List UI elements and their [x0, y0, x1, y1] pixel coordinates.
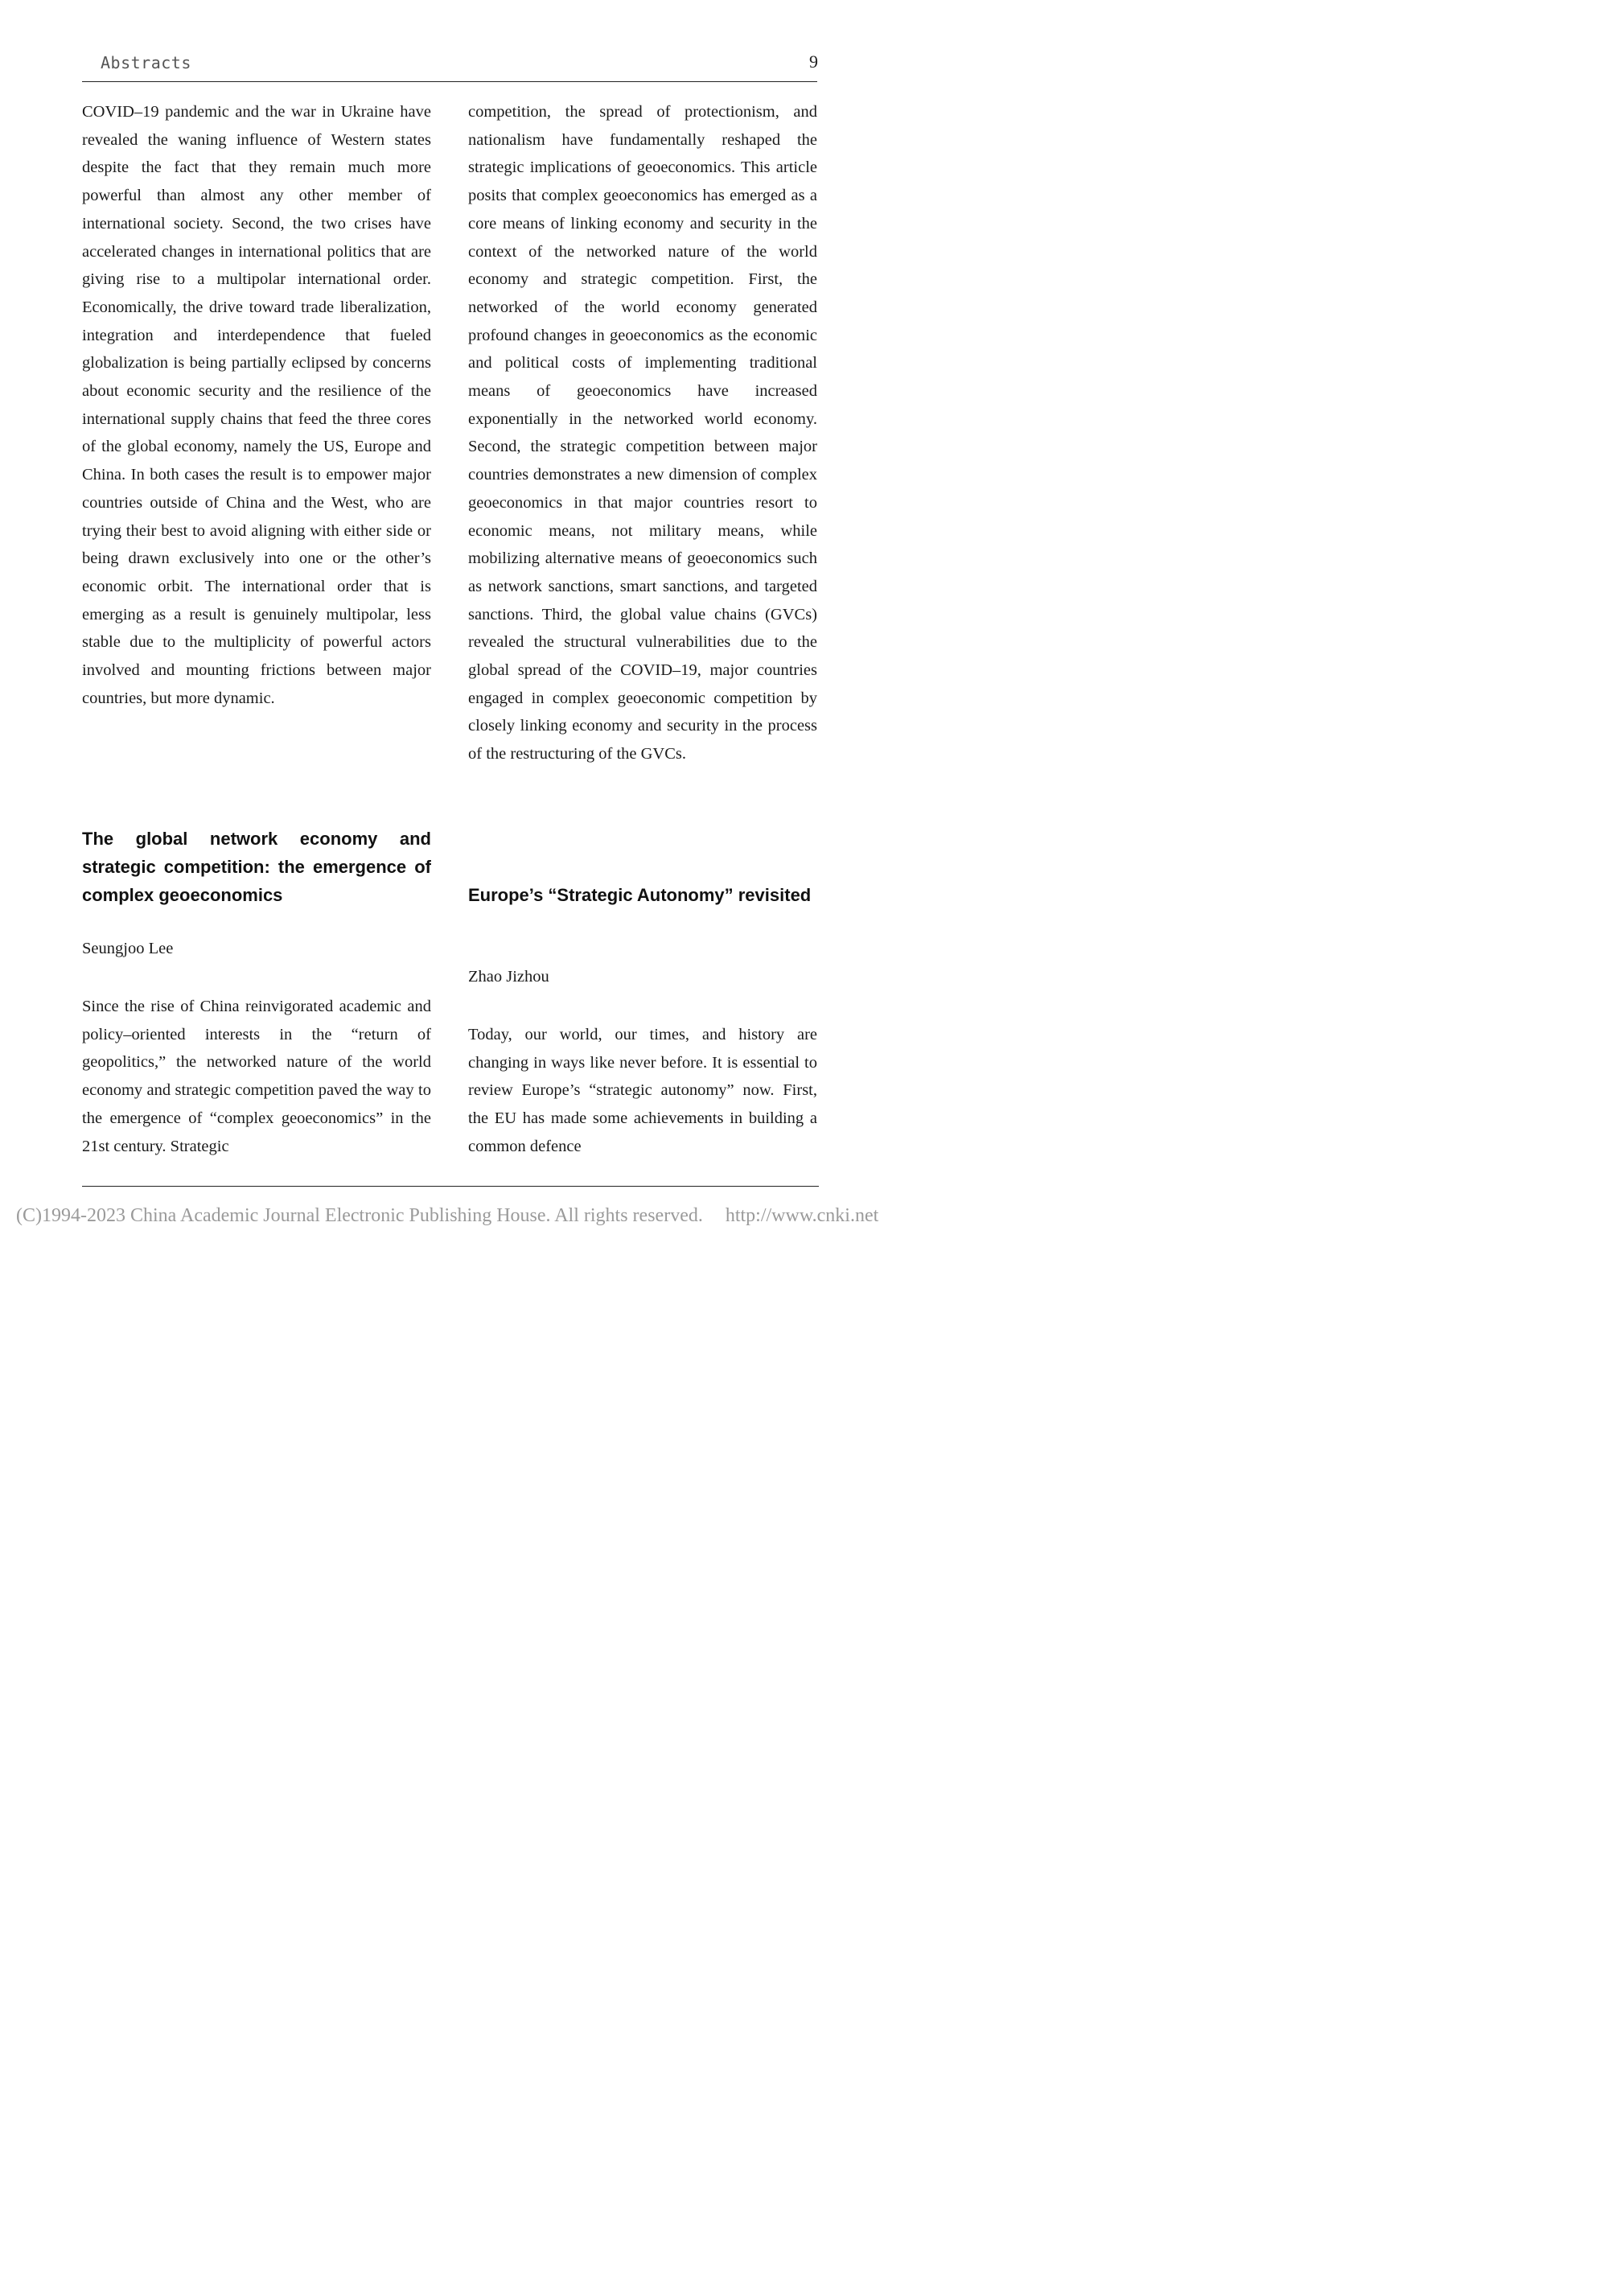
- journal-page: [0, 0, 901, 1275]
- page-number: 9: [809, 51, 818, 72]
- article-abstract-strategic-autonomy: Today, our world, our times, and history are changing in ways like never before. It is essential to review Europe’s “strategic autonomy” now. First, the EU has made some achievements in building a common defence: [468, 1026, 817, 1155]
- footer-rule: [82, 1186, 819, 1187]
- right-column: [468, 98, 817, 768]
- article-author-zhao-jizhou: Zhao Jizhou: [468, 968, 549, 986]
- article-author-seungjoo-lee: Seungjoo Lee: [82, 940, 174, 957]
- right-continuation-text: competition, the spread of protectionism, and nationalism have fundamentally reshaped the strategic implications of geoeconomics. This article posits that complex geoeconomics has emerged as a core means of linking economy and security in the context of the networked nature of the world economy and strategic competition. First, the networked of the world economy generated profound changes in geoeconomics as the economic and political costs of implementing traditional means of geoeconomics have increased exponentially in the networked world economy. Second, the strategic competition between major countries demonstrates a new dimension of complex geoeconomics in that major countries resort to economic means, not military means, while mobilizing alternative means of geoeconomics such as network sanctions, smart sanctions, and targeted sanctions. Third, the global value chains (GVCs) revealed the structural vulnerabilities due to the global spread of the COVID–19, major countries engaged in complex geoeconomic competition by closely linking economy and security in the process of the restructuring of the GVCs.: [468, 103, 817, 763]
- copyright-footer: [16, 1205, 901, 1227]
- left-continuation-text: COVID–19 pandemic and the war in Ukraine have revealed the waning influence of Western states despite the fact that they remain much more powerful than almost any other member of international society. Second, the two crises have accelerated changes in international politics that are giving rise to a multipolar international order. Economically, the drive toward trade liberalization, integration and interdependence that fueled globalization is being partially eclipsed by concerns about economic security and the resilience of the international supply chains that feed the three cores of the global economy, namely the US, Europe and China. In both cases the result is to empower major countries outside of China and the West, who are trying their best to avoid aligning with either side or being drawn exclusively into one or the other’s economic orbit. The international order that is emerging as a result is genuinely multipolar, less stable due to the multiplicity of powerful actors involved and mounting frictions between major countries, but more dynamic.: [82, 103, 431, 707]
- footer-url[interactable]: http://www.cnki.net: [725, 1205, 879, 1226]
- header-rule: [82, 81, 817, 82]
- running-head: Abstracts: [101, 53, 191, 72]
- article-title-complex-geoeconomics: The global network economy and strategic competition: the emergence of complex geoeconomics: [82, 829, 431, 905]
- left-column: [82, 98, 431, 712]
- article-title-strategic-autonomy: Europe’s “Strategic Autonomy” revisited: [468, 885, 812, 905]
- article-abstract-complex-geoeconomics: Since the rise of China reinvigorated academic and policy–oriented interests in the “return of geopolitics,” the networked nature of the world economy and strategic competition paved the way to the emergence of “complex geoeconomics” in the 21st century. Strategic: [82, 998, 431, 1155]
- copyright-text: (C)1994-2023 China Academic Journal Electronic Publishing House. All rights reserved.: [16, 1205, 703, 1226]
